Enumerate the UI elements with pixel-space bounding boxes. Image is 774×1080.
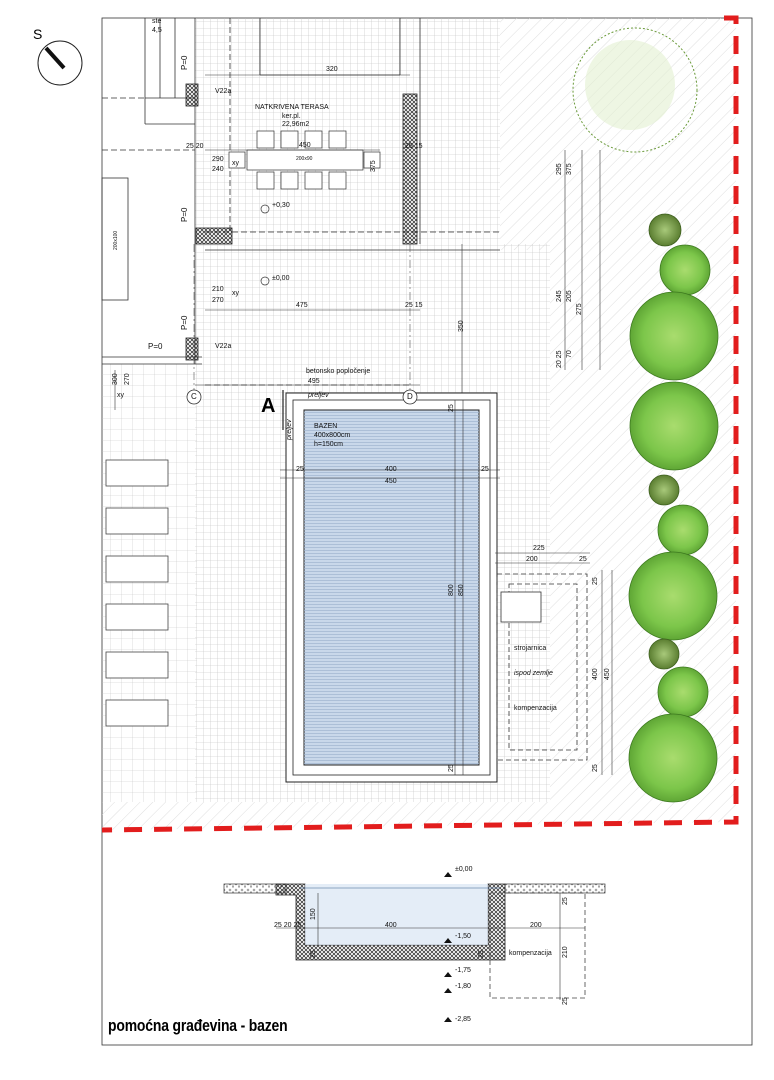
window-tag: V22a [215,343,232,350]
shrub [649,639,679,669]
dim-text: 400 [592,668,599,680]
dim-text: 25 [296,466,304,473]
dim-text: 475 [296,302,308,309]
dim-text: 25 [592,577,599,585]
tree [629,714,717,802]
dim-text: 270 [124,373,131,385]
section-level-000: ±0,00 [455,866,473,873]
shrub [649,475,679,505]
dim-text: 270 [212,297,224,304]
compensation-section-label: kompenzacija [509,950,552,957]
dim-text: 850 [458,584,465,596]
dim-text: 240 [212,166,224,173]
dim-text: 225 [533,545,545,552]
dim-text: 25 [448,404,455,412]
overflow-side-label: preljev [286,419,293,440]
xy-tag: xy [232,160,239,167]
dim-text: 400 [385,466,397,473]
tree [660,245,710,295]
tree [630,292,718,380]
section-dim-text: 210 [562,946,569,958]
dim-text: 210 [212,286,224,293]
room-dim: 200x100 [113,230,119,250]
dim-text: 495 [308,378,320,385]
section-dim-text: 150 [310,908,317,920]
paving-west [102,364,197,802]
dim-text: 350 [458,320,465,332]
paving-label: betonsko popločenje [306,368,371,375]
table-dim: 200x90 [296,156,313,162]
tree-canopy-large [585,40,675,130]
dim-text: 25 [481,466,489,473]
axis-d-label: D [407,392,413,401]
dim-text: 25 [579,556,587,563]
dim-text: 25 [448,764,455,772]
terrace-area: 22,96m2 [282,121,310,128]
terrace-material: ker.pl. [282,113,301,120]
dim-text: 450 [385,478,397,485]
dim-text: 450 [604,668,611,680]
dim-text: 450 [299,142,311,149]
drawing-title: pomoćna građevina - bazen [108,1016,288,1035]
pool-name: BAZEN [314,423,338,430]
window-tag: V22a [215,88,232,95]
dim-text: 200 [526,556,538,563]
dim-text: 375 [566,163,573,175]
xy-tag: xy [117,392,124,399]
dim-text: 205 [566,290,573,302]
section-dim-text: 25 [562,997,569,1005]
dim-text: 25 15 [405,302,423,309]
level-p0: P=0 [180,315,189,330]
machine-room-label: strojarnica [514,645,547,652]
dim-text: 275 [576,303,583,315]
section-dim-text: 25 [310,950,317,958]
dim-text: 300 [112,373,119,385]
ground-gravel-right [505,884,605,893]
dim-text: 800 [448,584,455,596]
section-level-285: -2,85 [455,1016,471,1023]
section-marker-a: A [261,395,276,417]
section-dim-text: 25 [478,950,485,958]
pillar [186,338,198,360]
dim-text: 25 20 [186,143,204,150]
tree [658,505,708,555]
section-level-180: -1,80 [455,983,471,990]
dim-text: 295 [556,163,563,175]
dim-text: 245 [556,290,563,302]
dim-text: 70 [566,350,573,358]
pool-size: 400x800cm [314,432,351,439]
terrace-wall [403,94,417,244]
terrace-name: NATKRIVENA TERASA [255,104,329,111]
dim-text: 320 [326,66,338,73]
level-p0: P=0 [180,207,189,222]
section-dim-text: 25 [562,897,569,905]
compensation-label: kompenzacija [514,705,557,712]
pillar [186,84,198,106]
section-dim-text: 25 20 25 [274,922,302,929]
level-030: +0,30 [272,202,290,209]
dim-text: 375 [370,160,377,172]
tree [630,382,718,470]
level-p0: P=0 [148,342,163,351]
pool-section [224,872,605,1022]
stair-label: ste [152,18,162,25]
shrub [649,214,681,246]
section-dim-text: 400 [385,922,397,929]
dim-text: 20 25 [556,350,563,368]
tree [629,552,717,640]
level-000: ±0,00 [272,275,290,282]
dim-text: 25 15 [405,143,423,150]
pillar [196,228,232,244]
section-level-150: -1,50 [455,933,471,940]
stair-value: 4,5 [152,27,162,34]
level-p0: P=0 [180,55,189,70]
dim-text: 25 [592,764,599,772]
axis-c-label: C [191,392,197,401]
section-dim-text: 200 [530,922,542,929]
overflow-label: preljev [308,392,329,399]
below-ground-label: ispod zemlje [514,670,553,677]
section-level-175: -1,75 [455,967,471,974]
dim-text: 290 [212,156,224,163]
xy-tag: xy [232,290,239,297]
tree [658,667,708,717]
hatch-cover [501,592,541,622]
pool-depth: h=150cm [314,441,343,448]
north-label: S [33,26,43,42]
paving-north [420,18,500,244]
